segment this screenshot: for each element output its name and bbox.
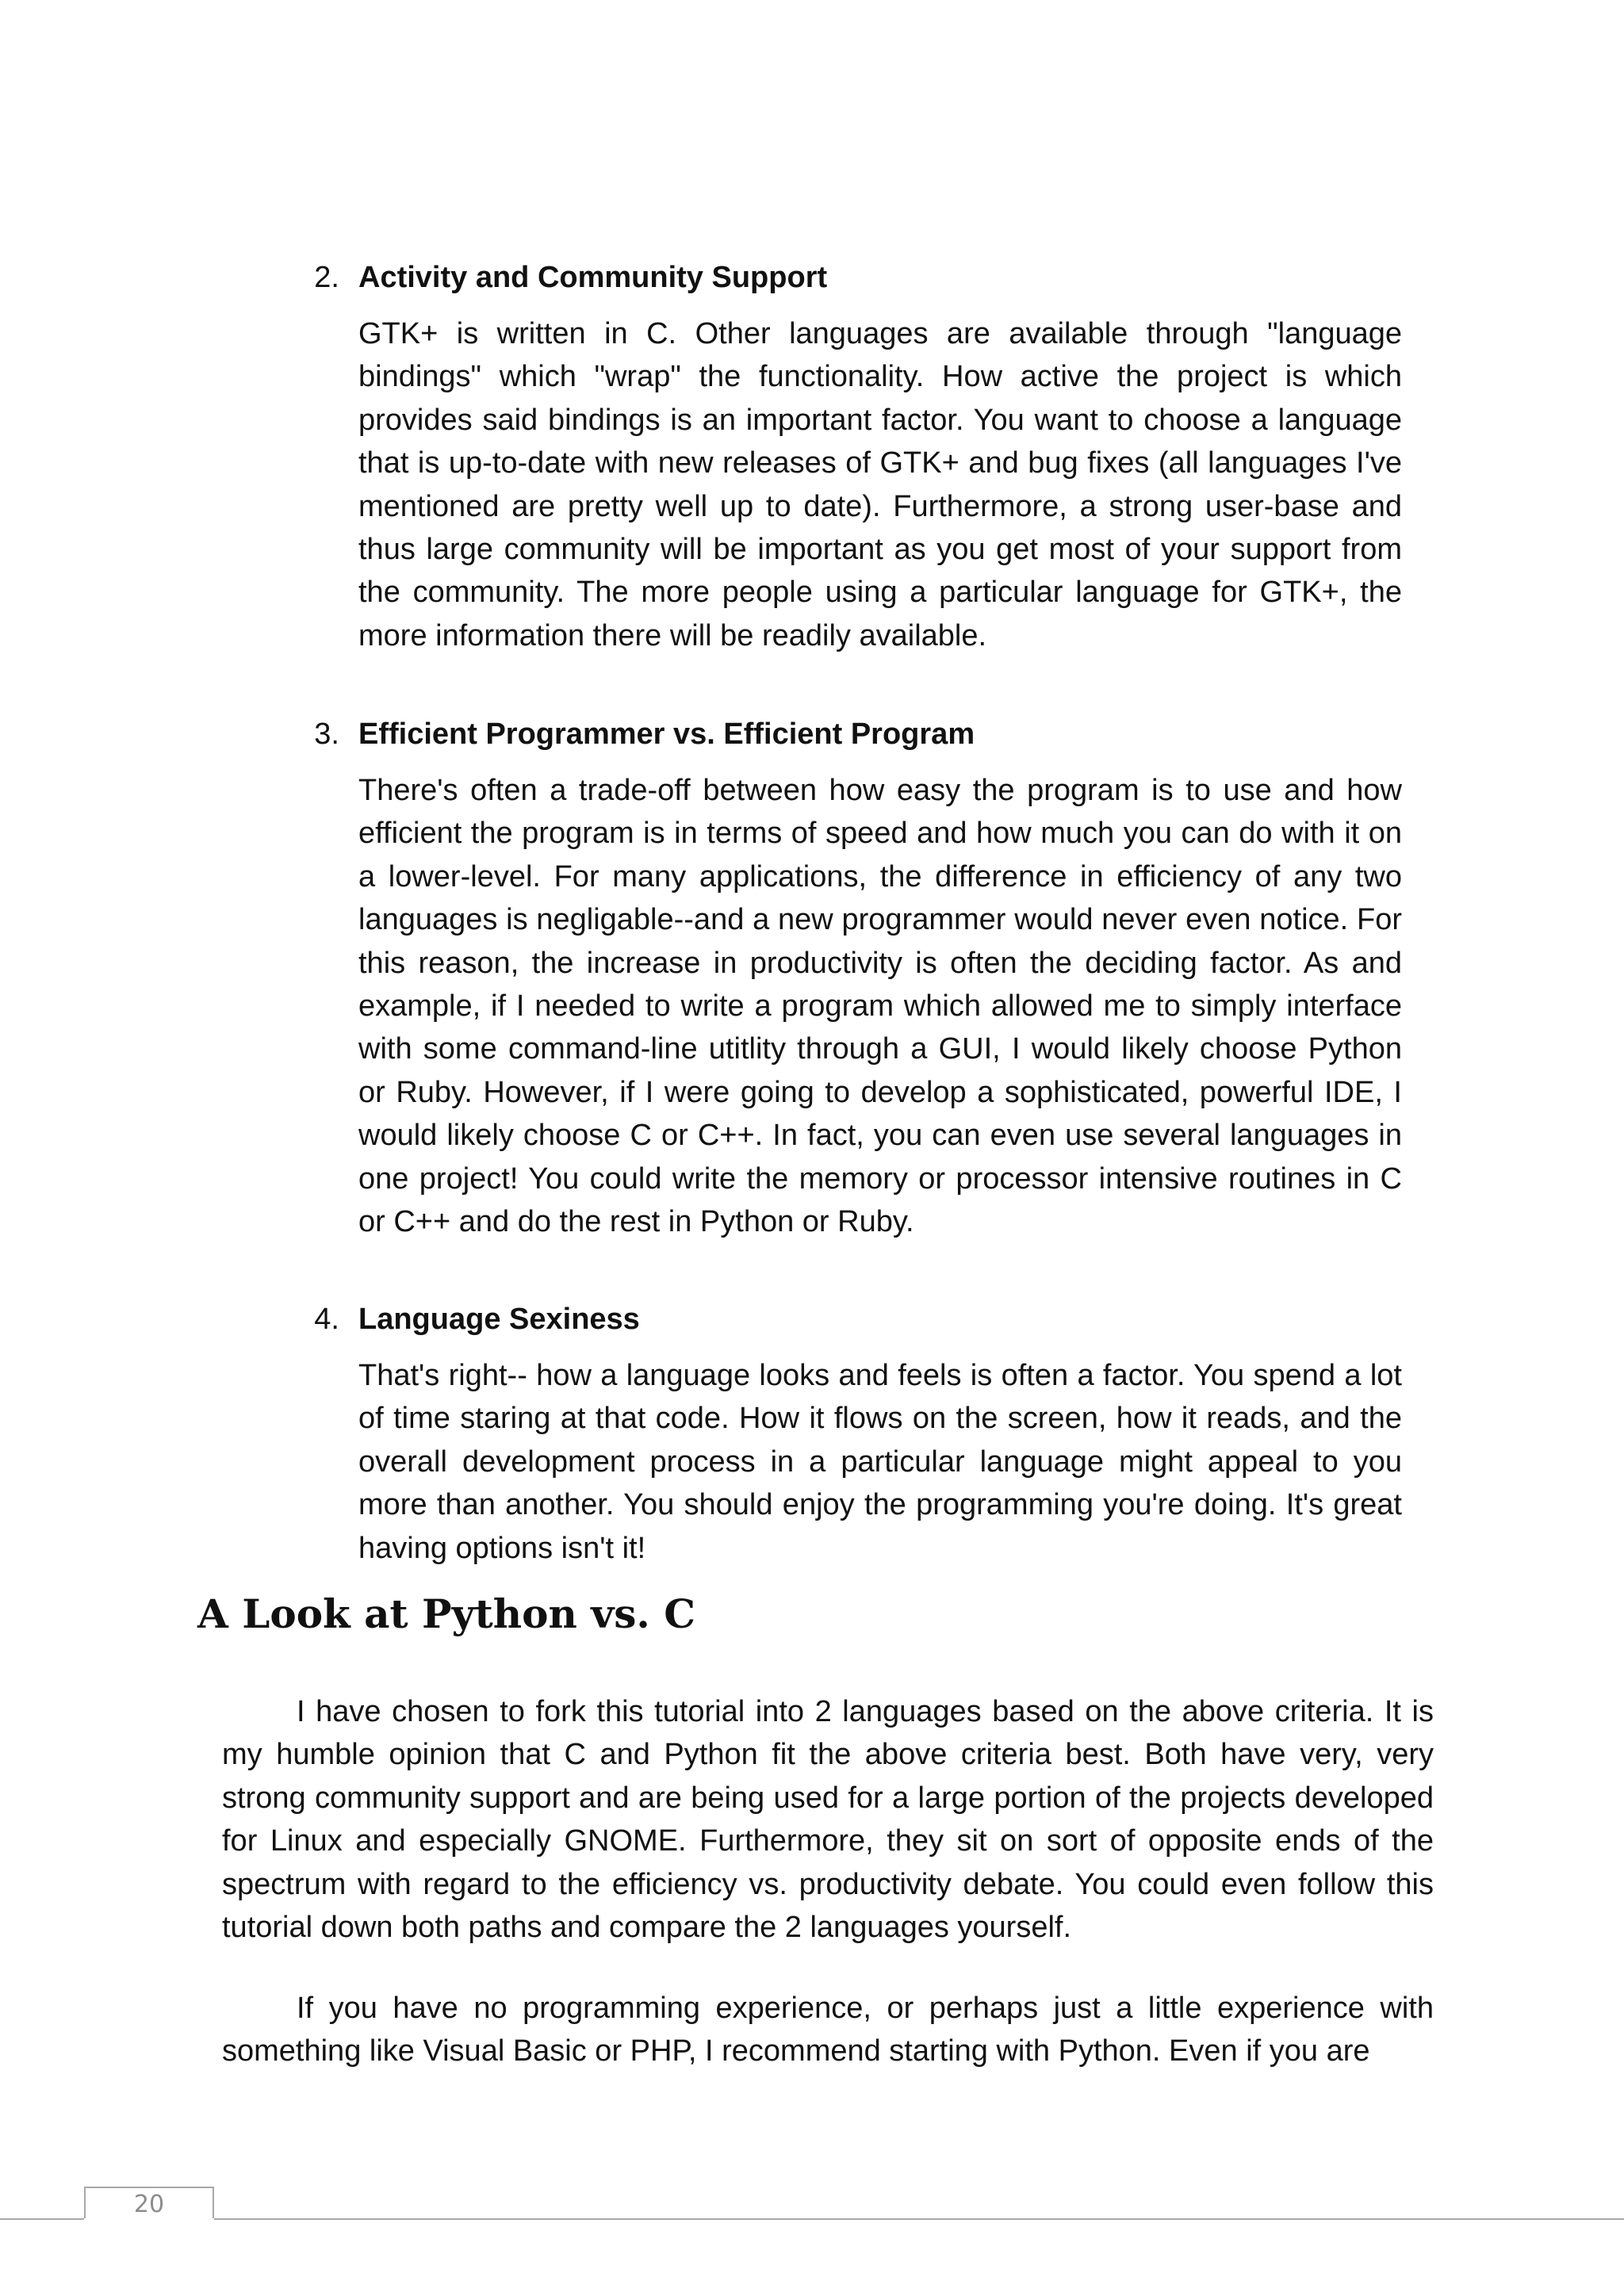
page-number: 20 bbox=[84, 2187, 214, 2218]
list-item-number: 3. bbox=[314, 718, 339, 751]
list-item-language-sexiness bbox=[308, 1300, 1402, 1600]
list-item-activity-community-support bbox=[308, 258, 1402, 687]
list-item-efficient-programmer bbox=[308, 715, 1402, 1273]
list-item-title: Efficient Programmer vs. Efficient Program bbox=[358, 718, 975, 751]
body-paragraph: If you have no programming experience, or perhaps just a little experience with something like Visual Basic or PHP, I recommend starting with Python. Even if you are bbox=[222, 1992, 1434, 2068]
list-item-heading bbox=[308, 715, 1402, 753]
list-item-body: That's right-- how a language looks and feels is often a factor. You spend a lot of time staring at that code. How it flows on the screen, how it reads, and the overall development process in a particular language might appeal to you more than another. You should enjoy the programming you're doing. It's great having options isn't it! bbox=[358, 1359, 1402, 1565]
body-paragraph: I have chosen to fork this tutorial into 2 languages based on the above criteria. It is my humble opinion that C and Python fit the above criteria best. Both have very, very strong community support and are being used for a large portion of the projects developed for Linux and especially GNOME. Furthermore, they sit on sort of opposite ends of the spectrum with regard to the efficiency vs. productivity debate. You could even follow this tutorial down both paths and compare the 2 languages yourself. bbox=[222, 1695, 1434, 1945]
list-item-title: Activity and Community Support bbox=[358, 261, 828, 294]
footer-rule bbox=[0, 2218, 84, 2220]
list-item-heading bbox=[308, 1300, 1402, 1338]
list-item-heading bbox=[308, 258, 1402, 297]
list-item-title: Language Sexiness bbox=[358, 1303, 640, 1336]
list-item-number: 2. bbox=[314, 261, 339, 294]
list-item-number: 4. bbox=[314, 1303, 339, 1336]
list-item-body: There's often a trade-off between how easy the program is to use and how efficient the program is in terms of speed and how much you can do with it on a lower-level. For many applications, the difference in efficiency of any two languages is negligable--and a new programmer would never even notice. For this reason, the increase in productivity is often the deciding factor. As and example, if I needed to write a program which allowed me to simply interface with some command-line utitlity through a GUI, I would likely choose Python or Ruby. However, if I were going to develop a sophisticated, powerful IDE, I would likely choose C or C++. In fact, you can even use several languages in one project! You could write the memory or processor intensive routines in C or C++ and do the rest in Python or Ruby. bbox=[358, 774, 1402, 1239]
footer-rule bbox=[214, 2218, 1624, 2220]
list-item-body: GTK+ is written in C. Other languages are available through "language bindings" which "wrap" the functionality. How active the project is which provides said bindings is an important factor. You want to choose a language that is up-to-date with new releases of GTK+ and bug fixes (all languages I've mentioned are pretty well up to date). Furthermore, a strong user-base and thus large community will be important as you get most of your support from the community. The more people using a particular language for GTK+, the more information there will be readily available. bbox=[358, 317, 1402, 652]
section-heading: A Look at Python vs. C bbox=[197, 1590, 696, 1637]
